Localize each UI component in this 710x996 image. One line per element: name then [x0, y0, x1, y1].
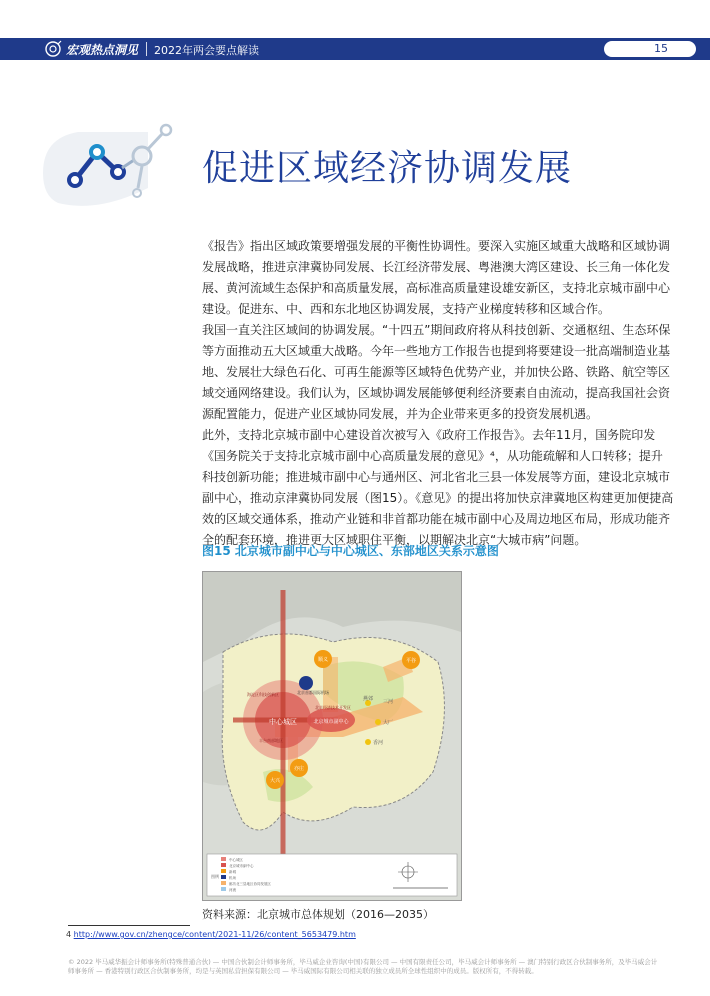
- map-label-sanhe: 三河: [383, 699, 394, 705]
- map-label-daxing: 大兴: [269, 778, 281, 784]
- map-label-pinggu: 平谷: [405, 658, 417, 664]
- paragraph-1: 《报告》指出区域政策要增强发展的平衡性协调性。要深入实施区域重大战略和区域协调发展战略，推进京津冀协同发展、长江经济带发展、粤港澳大湾区建设、长三角一体化发展、黄河流域生态保护和高质量发展，高标准高质量建设雄安新区，支持北京城市副中心建设。促进东、中、西和东北地区协调发展，支持产业梯度转移和区域合作。: [202, 239, 671, 316]
- page-number-badge: [604, 41, 696, 57]
- legend-item-1: 中心城区: [229, 858, 243, 862]
- map-label-yanjiao: 燕郊: [363, 696, 374, 702]
- map-label-zone-mid: 北京经济技术开发区: [315, 705, 351, 710]
- header-subtitle: 2022年两会要点解读: [154, 44, 259, 57]
- footnote-link[interactable]: http://www.gov.cn/zhengce/content/2021-11/26/content_5653479.htm: [73, 930, 356, 939]
- legend-item-5: 廊坊北三县地区协同发展区: [229, 882, 271, 886]
- footnote: [66, 930, 356, 939]
- map-label-airport-capital: 北京首都国际机场: [297, 690, 329, 695]
- legend-item-3: 新城: [229, 870, 236, 874]
- copyright-text: © 2022 毕马威华振会计师事务所(特殊普通合伙) — 中国合伙制会计师事务所，毕马威企业咨询(中国)有限公司 — 中国有限责任公司，毕马威会计师事务所 — 澳门特别行政区合伙制事务所，及毕马威会计师事务所 — 香港特别行政区合伙制事务所，均是与英国私营担保有限公司 — 毕马威国际有限公司相关联的独立成员所全球性组织中的成员。版权所有，不得转载。: [68, 958, 658, 975]
- figure-source: 资料来源：北京城市总体规划（2016—2035）: [202, 908, 434, 921]
- page-number: 15: [654, 42, 668, 55]
- map-label-center: 中心城区: [269, 718, 297, 726]
- header-brand: 宏观热点洞见: [66, 43, 139, 57]
- legend-item-6: 河流: [229, 888, 236, 892]
- beijing-subcenter-map: [202, 571, 462, 901]
- paragraph-3: 此外，支持北京城市副中心建设首次被写入《政府工作报告》。去年11月，国务院印发《国务院关于支持北京城市副中心高质量发展的意见》⁴，从功能疏解和人口转移；提升科技创新功能；推进城市副中心与通州区、河北省北三县一体发展等方面，建设北京城市副中心，推动京津冀协同发展（图15）。《意见》的提出将加快京津冀地区构建更加便捷高效的区域交通体系，推动产业链和非首都功能在城市副中心及周边地区布局，形成功能齐全的配套环境，推进更大区域职住平衡，以期解决北京“大城市病”问题。: [202, 428, 674, 547]
- map-label-zone-left-top: 海淀区科技创新区: [247, 692, 279, 697]
- map-label-subcenter: 北京城市副中心: [313, 719, 349, 725]
- network-graph-icon: [38, 118, 188, 213]
- footnote-divider: [68, 925, 190, 926]
- page-title: 促进区域经济协调发展: [202, 148, 573, 189]
- map-label-yizhuang: 亦庄: [293, 766, 305, 772]
- map-label-dachang: 大厂: [383, 720, 394, 726]
- legend-item-4: 机场: [229, 876, 236, 880]
- figure-caption: 图15 北京城市副中心与中心城区、东部地区关系示意图: [202, 544, 499, 558]
- legend-item-2: 北京城市副中心: [229, 864, 254, 868]
- map-legend-side-label: 图例: [211, 874, 219, 879]
- map-label-xianghe: 香河: [373, 740, 384, 746]
- map-label-zone-left-bottom: 丰台南部地区: [259, 738, 283, 743]
- insight-logo-icon: [44, 40, 62, 58]
- footnote-number: 4: [66, 930, 72, 939]
- map-label-shunyi: 顺义: [317, 657, 329, 663]
- paragraph-2: 我国一直关注区域间的协调发展。“十四五”期间政府将从科技创新、交通枢纽、生态环保等方面推动五大区域重大战略。今年一些地方工作报告也提到将要建设一批高端制造业基地、发展壮大绿色石化、可再生能源等区域特色优势产业，并加快公路、铁路、航空等区域交通网络建设。我们认为，区域协调发展能够便利经济要素自由流动，提高我国社会资源配置能力，促进产业区域协同发展，并为企业带来更多的投资发展机遇。: [202, 323, 671, 421]
- header-divider: [146, 42, 147, 56]
